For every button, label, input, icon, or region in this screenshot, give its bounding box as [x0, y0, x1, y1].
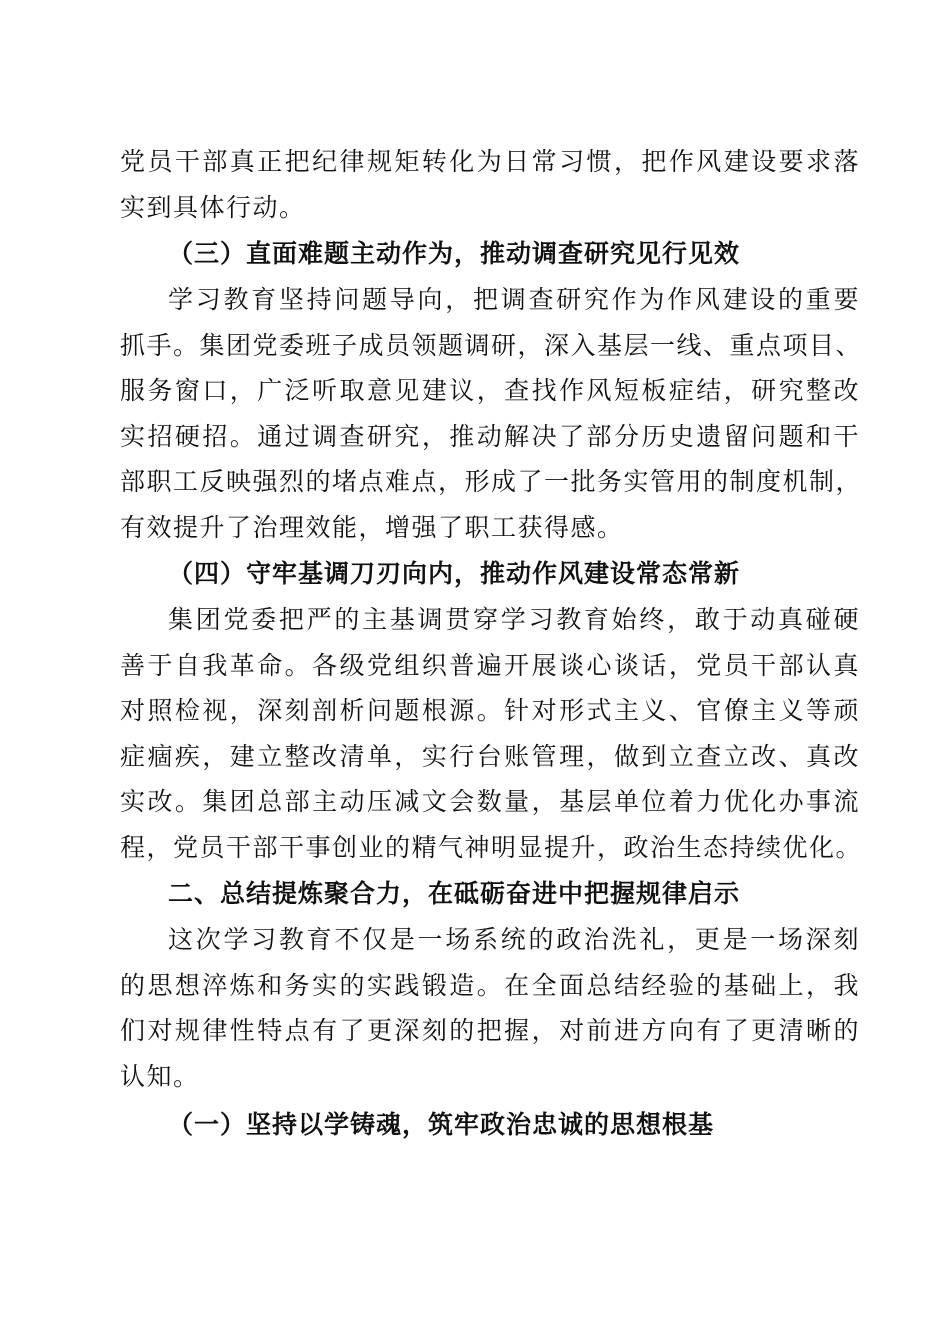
section-subheading-4: （四）守牢基调刀刃向内，推动作风建设常态常新 [168, 559, 741, 588]
section-heading-2: 二、总结提炼聚合力，在砥砺奋进中把握规律启示 [168, 879, 741, 908]
paragraph-line: 们对规律性特点有了更深刻的把握，对前进方向有了更清晰的 [120, 1016, 860, 1045]
paragraph-line: 善于自我革命。各级党组织普遍开展谈心谈话，党员干部认真 [120, 651, 860, 680]
paragraph-line: 抓手。集团党委班子成员领题调研，深入基层一线、重点项目、 [120, 331, 863, 360]
section-subheading-1: （一）坚持以学铸魂，筑牢政治忠诚的思想根基 [168, 1110, 715, 1139]
section-subheading-3: （三）直面难题主动作为，推动调查研究见行见效 [168, 239, 741, 268]
paragraph-line: 服务窗口，广泛听取意见建议，查找作风短板症结，研究整改 [120, 376, 860, 405]
paragraph-line: 部职工反映强烈的堵点难点，形成了一批务实管用的制度机制， [120, 467, 863, 496]
paragraph-line: 的思想淬炼和务实的实践锻造。在全面总结经验的基础上，我 [120, 971, 860, 1000]
paragraph-line: 程，党员干部干事创业的精气神明显提升，政治生态持续优化。 [120, 833, 863, 862]
paragraph-line: 集团党委把严的主基调贯穿学习教育始终，敢于动真碰硬 [168, 605, 860, 634]
paragraph-line: 有效提升了治理效能，增强了职工获得感。 [120, 513, 624, 542]
paragraph-line: 这次学习教育不仅是一场系统的政治洗礼，更是一场深刻 [168, 925, 860, 954]
paragraph-line: 学习教育坚持问题导向，把调查研究作为作风建设的重要 [168, 285, 860, 314]
paragraph-line: 认知。 [120, 1062, 200, 1091]
paragraph-line: 症痼疾，建立整改清单，实行台账管理，做到立查立改、真改 [120, 742, 860, 771]
paragraph-line: 实改。集团总部主动压减文会数量，基层单位着力优化办事流 [120, 787, 860, 816]
paragraph-line: 党员干部真正把纪律规矩转化为日常习惯，把作风建设要求落 [120, 147, 860, 176]
paragraph-line: 实到具体行动。 [120, 193, 306, 222]
paragraph-line: 实招硬招。通过调查研究，推动解决了部分历史遗留问题和干 [120, 422, 860, 451]
paragraph-line: 对照检视，深刻剖析问题根源。针对形式主义、官僚主义等顽 [120, 696, 860, 725]
